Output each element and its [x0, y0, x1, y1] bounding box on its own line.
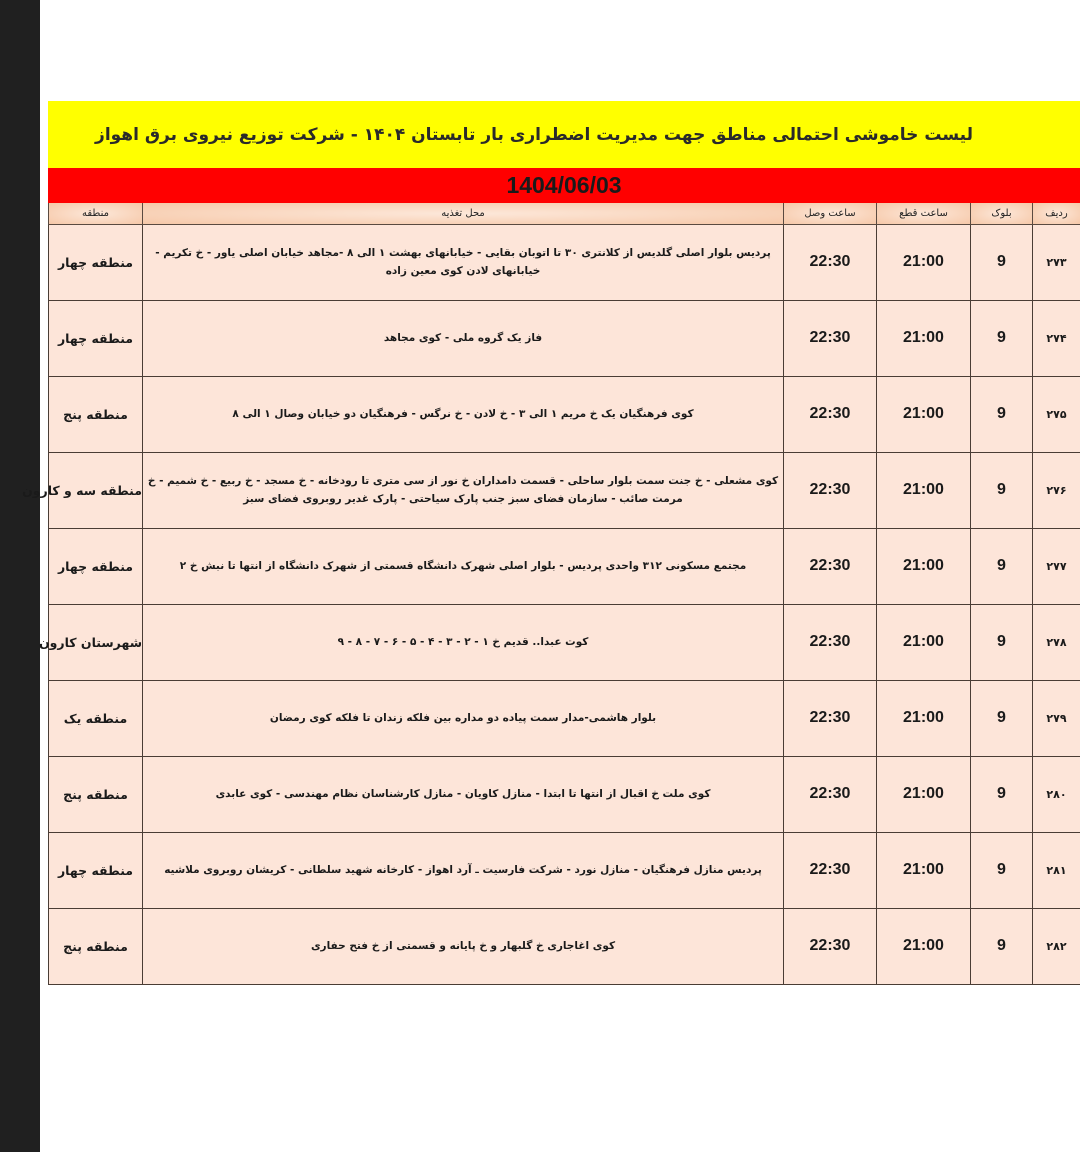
cell-region: منطقه پنج — [49, 376, 143, 452]
document-date: 1404/06/03 — [506, 172, 622, 198]
cell-radif: ۲۸۲ — [1033, 908, 1080, 984]
cell-block: 9 — [971, 756, 1033, 832]
cell-radif: ۲۸۰ — [1033, 756, 1080, 832]
cell-region: منطقه چهار — [49, 224, 143, 300]
cell-connect-time: 22:30 — [784, 452, 877, 528]
cell-block: 9 — [971, 300, 1033, 376]
cell-cut-time: 21:00 — [877, 224, 971, 300]
left-dark-bar — [0, 0, 40, 1152]
cell-radif: ۲۷۴ — [1033, 300, 1080, 376]
cell-radif: ۲۷۸ — [1033, 604, 1080, 680]
cell-cut-time: 21:00 — [877, 528, 971, 604]
cell-location: کوی فرهنگیان یک خ مریم ۱ الی ۳ - خ لادن - خ نرگس - فرهنگیان دو خیابان وصال ۱ الی ۸ — [143, 376, 784, 452]
cell-radif: ۲۷۵ — [1033, 376, 1080, 452]
cell-region: منطقه پنج — [49, 908, 143, 984]
cell-cut-time: 21:00 — [877, 756, 971, 832]
cell-connect-time: 22:30 — [784, 376, 877, 452]
document-title: لیست خاموشی احتمالی مناطق جهت مدیریت اضطراری بار تابستان ۱۴۰۴ - شرکت توزیع نیروی برق اهواز — [95, 124, 973, 145]
cell-block: 9 — [971, 832, 1033, 908]
cell-location: پردیس منازل فرهنگیان - منازل نورد - شرکت فارسیت ـ آرد اهواز - کارخانه شهید سلطانی - کریشان روبروی ملاشیه — [143, 832, 784, 908]
table-row — [49, 528, 1080, 604]
cell-location: مجتمع مسکونی ۳۱۲ واحدی پردیس - بلوار اصلی شهرک دانشگاه قسمتی از شهرک دانشگاه از انتها تا نبش خ ۲ — [143, 528, 784, 604]
cell-region: منطقه پنج — [49, 756, 143, 832]
header-block: بلوک — [971, 203, 1033, 224]
cell-radif: ۲۸۱ — [1033, 832, 1080, 908]
table-row — [49, 604, 1080, 680]
date-band — [48, 168, 1080, 203]
cell-location: فاز یک گروه ملی - کوی مجاهد — [143, 300, 784, 376]
cell-region: منطقه چهار — [49, 528, 143, 604]
cell-location: کوت عبدا.. قدیم خ ۱ - ۲ - ۳ - ۴ - ۵ - ۶ - ۷ - ۸ - ۹ — [143, 604, 784, 680]
cell-region: منطقه یک — [49, 680, 143, 756]
header-location: محل تغذیه — [143, 203, 784, 224]
cell-connect-time: 22:30 — [784, 224, 877, 300]
header-connect-time: ساعت وصل — [784, 203, 877, 224]
cell-connect-time: 22:30 — [784, 756, 877, 832]
table-header-row — [49, 203, 1080, 224]
cell-connect-time: 22:30 — [784, 680, 877, 756]
cell-block: 9 — [971, 452, 1033, 528]
cell-radif: ۲۷۶ — [1033, 452, 1080, 528]
header-cut-time: ساعت قطع — [877, 203, 971, 224]
cell-block: 9 — [971, 376, 1033, 452]
table-row — [49, 756, 1080, 832]
cell-location: کوی ملت خ اقبال از انتها تا ابتدا - منازل کاویان - منازل کارشناسان نظام مهندسی - کوی عابدی — [143, 756, 784, 832]
cell-region: منطقه چهار — [49, 300, 143, 376]
outage-sheet — [22, 101, 1080, 985]
table-row — [49, 908, 1080, 984]
cell-radif: ۲۷۷ — [1033, 528, 1080, 604]
cell-cut-time: 21:00 — [877, 376, 971, 452]
cell-region: شهرستان کارون — [49, 604, 143, 680]
cell-location: بلوار هاشمی-مدار سمت پیاده دو مداره بین فلکه زندان تا فلکه کوی رمضان — [143, 680, 784, 756]
cell-cut-time: 21:00 — [877, 452, 971, 528]
cell-cut-time: 21:00 — [877, 680, 971, 756]
cell-location: کوی اغاجاری خ گلبهار و خ پایانه و قسمتی از خ فتح حفاری — [143, 908, 784, 984]
cell-connect-time: 22:30 — [784, 528, 877, 604]
table-row — [49, 452, 1080, 528]
cell-connect-time: 22:30 — [784, 300, 877, 376]
table-row — [49, 832, 1080, 908]
header-region: منطقه — [49, 203, 143, 224]
cell-cut-time: 21:00 — [877, 604, 971, 680]
cell-region: منطقه چهار — [49, 832, 143, 908]
table-row — [49, 680, 1080, 756]
cell-connect-time: 22:30 — [784, 604, 877, 680]
table-row — [49, 300, 1080, 376]
cell-radif: ۲۷۹ — [1033, 680, 1080, 756]
cell-cut-time: 21:00 — [877, 832, 971, 908]
cell-location: کوی مشعلی - خ جنت سمت بلوار ساحلی - قسمت دامداران خ نور از سی متری تا رودخانه - خ مسجد - خ ربیع - خ شمیم - خ مرمت صائب - سازمان فضای سبز جنب پارک سیاحتی - پارک غدیر روبروی فضای سبز — [143, 452, 784, 528]
cell-radif: ۲۷۳ — [1033, 224, 1080, 300]
table-row — [49, 224, 1080, 300]
cell-cut-time: 21:00 — [877, 908, 971, 984]
cell-connect-time: 22:30 — [784, 832, 877, 908]
title-band — [48, 101, 1080, 168]
cell-cut-time: 21:00 — [877, 300, 971, 376]
cell-block: 9 — [971, 528, 1033, 604]
cell-region: منطقه سه و کارون — [49, 452, 143, 528]
cell-block: 9 — [971, 908, 1033, 984]
outage-table — [22, 203, 1080, 985]
cell-block: 9 — [971, 680, 1033, 756]
cell-location: پردیس بلوار اصلی گلدیس از کلانتری ۳۰ تا اتوبان بقایی - خیابانهای بهشت ۱ الی ۸ -مجاهد خیابان اصلی یاور - خ تکریم - خیابانهای لادن کوی معین زاده — [143, 224, 784, 300]
table-row — [49, 376, 1080, 452]
cell-block: 9 — [971, 604, 1033, 680]
cell-connect-time: 22:30 — [784, 908, 877, 984]
header-radif: ردیف — [1033, 203, 1080, 224]
cell-block: 9 — [971, 224, 1033, 300]
